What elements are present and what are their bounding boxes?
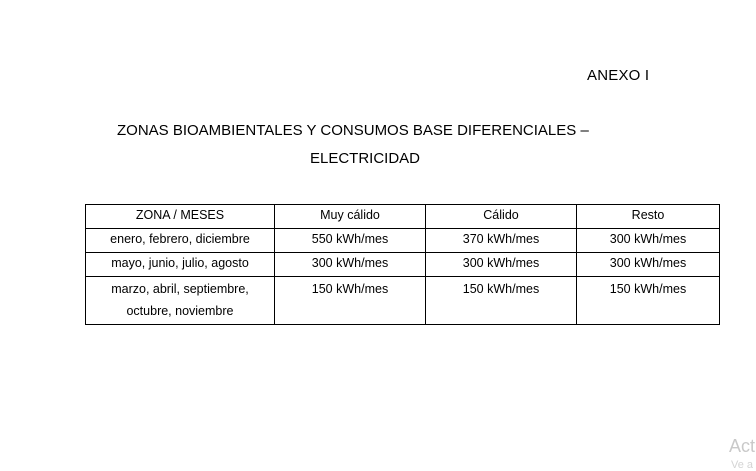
cell-muy-calido: 300 kWh/mes xyxy=(275,253,426,277)
activation-watermark: Act xyxy=(729,436,756,456)
document-title-line-1: ZONAS BIOAMBIENTALES Y CONSUMOS BASE DIFERENCIALES – xyxy=(117,122,589,139)
table-header-row xyxy=(86,205,720,229)
consumption-table xyxy=(85,204,720,325)
table-row xyxy=(86,277,720,325)
cell-months-line-1: marzo, abril, septiembre, xyxy=(111,282,249,296)
table-row xyxy=(86,253,720,277)
header-zone-months: ZONA / MESES xyxy=(86,205,275,229)
table-row xyxy=(86,229,720,253)
header-calido: Cálido xyxy=(426,205,577,229)
cell-resto: 300 kWh/mes xyxy=(577,253,720,277)
cell-calido: 150 kWh/mes xyxy=(426,277,577,325)
annex-label: ANEXO I xyxy=(587,67,650,84)
cell-muy-calido: 150 kWh/mes xyxy=(275,277,426,325)
activation-watermark-subtext: Ve a xyxy=(731,459,754,471)
header-muy-calido: Muy cálido xyxy=(275,205,426,229)
cell-calido: 300 kWh/mes xyxy=(426,253,577,277)
cell-months: enero, febrero, diciembre xyxy=(86,229,275,253)
cell-muy-calido: 550 kWh/mes xyxy=(275,229,426,253)
document-title-line-2: ELECTRICIDAD xyxy=(310,150,421,167)
cell-months: mayo, junio, julio, agosto xyxy=(86,253,275,277)
cell-resto: 300 kWh/mes xyxy=(577,229,720,253)
cell-resto: 150 kWh/mes xyxy=(577,277,720,325)
header-resto: Resto xyxy=(577,205,720,229)
cell-months-line-2: octubre, noviembre xyxy=(126,304,234,318)
cell-calido: 370 kWh/mes xyxy=(426,229,577,253)
cell-months xyxy=(86,277,275,325)
